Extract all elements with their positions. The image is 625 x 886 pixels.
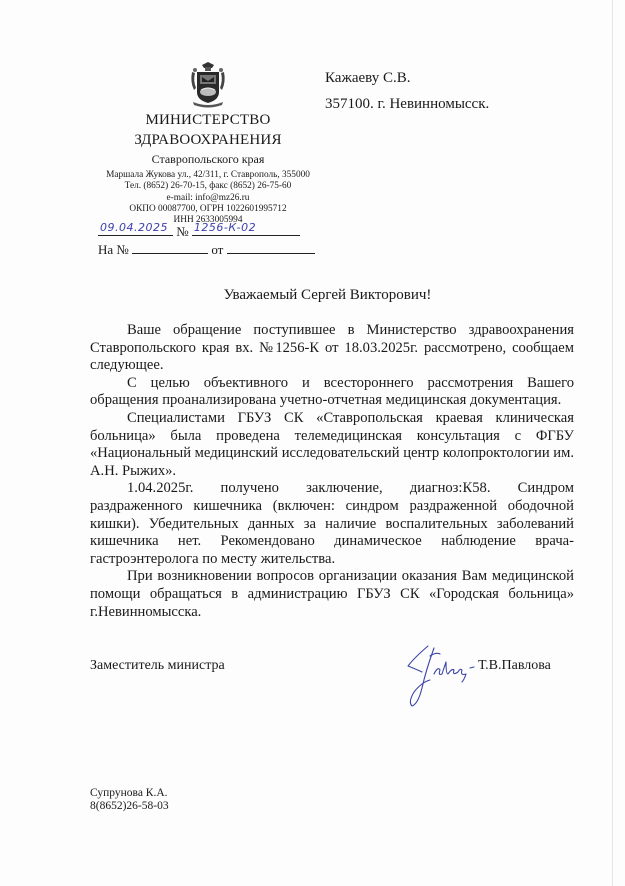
number-label: № [176, 224, 189, 239]
ministry-name-line1: МИНИСТЕРСТВО [145, 112, 271, 128]
letter-body [90, 322, 574, 621]
body-paragraph: Специалистами ГБУЗ СК «Ставропольская краевая клиническая больница» была проведена телемедицинская консультация с ФГБУ «Национальный медицинский исследовательский центр колопроктологии им. А.Н. Рыжих». [90, 409, 574, 479]
addressee-address: 357100. г. Невинномысск. [325, 96, 490, 112]
reply-date-field [227, 240, 315, 254]
executor-block [90, 787, 169, 813]
letterhead [88, 62, 328, 226]
body-paragraph: Ваше обращение поступившее в Министерство здравоохранения Ставропольского края вх. №1256-К от 18.03.2025г. рассмотрено, сообщаем следующее. [90, 322, 574, 374]
reply-number-field [132, 240, 208, 254]
signatory-name: Т.В.Павлова [478, 658, 551, 673]
addressee-name: Кажаеву С.В. [325, 70, 411, 86]
from-label: от [211, 242, 224, 257]
ministry-name-line2: ЗДРАВООХРАНЕНИЯ [134, 132, 282, 148]
ministry-inn: ИНН 2633005994 [173, 215, 243, 226]
ministry-address: Маршала Жукова ул., 42/311, г. Ставрополь, 355000 [106, 170, 310, 180]
outgoing-date-field [98, 222, 173, 236]
body-paragraph: С целью объективного и всестороннего рассмотрения Вашего обращения проанализирована учетно-отчетная медицинская документация. [90, 374, 574, 409]
executor-phone: 8(8652)26-58-03 [90, 800, 169, 812]
signatory-title: Заместитель министра [90, 658, 225, 673]
salutation: Уважаемый Сергей Викторович! [223, 287, 432, 303]
addressee-block [325, 65, 489, 117]
body-paragraph: При возникновении вопросов организации оказания Вам медицинской помощи обращаться в администрацию ГБУЗ СК «Городская больница» г.Невинномысска. [90, 568, 574, 620]
outgoing-date-handwritten: 09.04.2025 [100, 221, 168, 234]
outgoing-number-handwritten: 1256-К-02 [193, 221, 257, 234]
ministry-region: Ставропольского края [151, 152, 265, 166]
reply-to-label: На № [98, 242, 129, 257]
scan-margin-line [612, 0, 613, 886]
coat-of-arms-icon [188, 62, 228, 108]
outgoing-number-field [192, 222, 300, 236]
outgoing-registration-line [98, 222, 300, 239]
ministry-email: e-mail: info@mz26.ru [166, 192, 250, 203]
executor-name: Супрунова К.А. [90, 787, 168, 799]
reply-reference-line [98, 240, 315, 257]
handwritten-signature-icon [400, 640, 480, 712]
ministry-phone: Тел. (8652) 26-70-15, факс (8652) 26-75-60 [124, 181, 292, 192]
ministry-okpo-ogrn: ОКПО 00087700, ОГРН 1022601995712 [129, 203, 287, 214]
body-paragraph: 1.04.2025г. получено заключение, диагноз:К58. Синдром раздраженного кишечника (включен: синдром раздраженной ободочной кишки). Убедительных данных за наличие воспалительных заболеваний кишечника нет. Рекомендовано динамическое наблюдение врача-гастроэнтеролога по месту жительства. [90, 480, 574, 567]
